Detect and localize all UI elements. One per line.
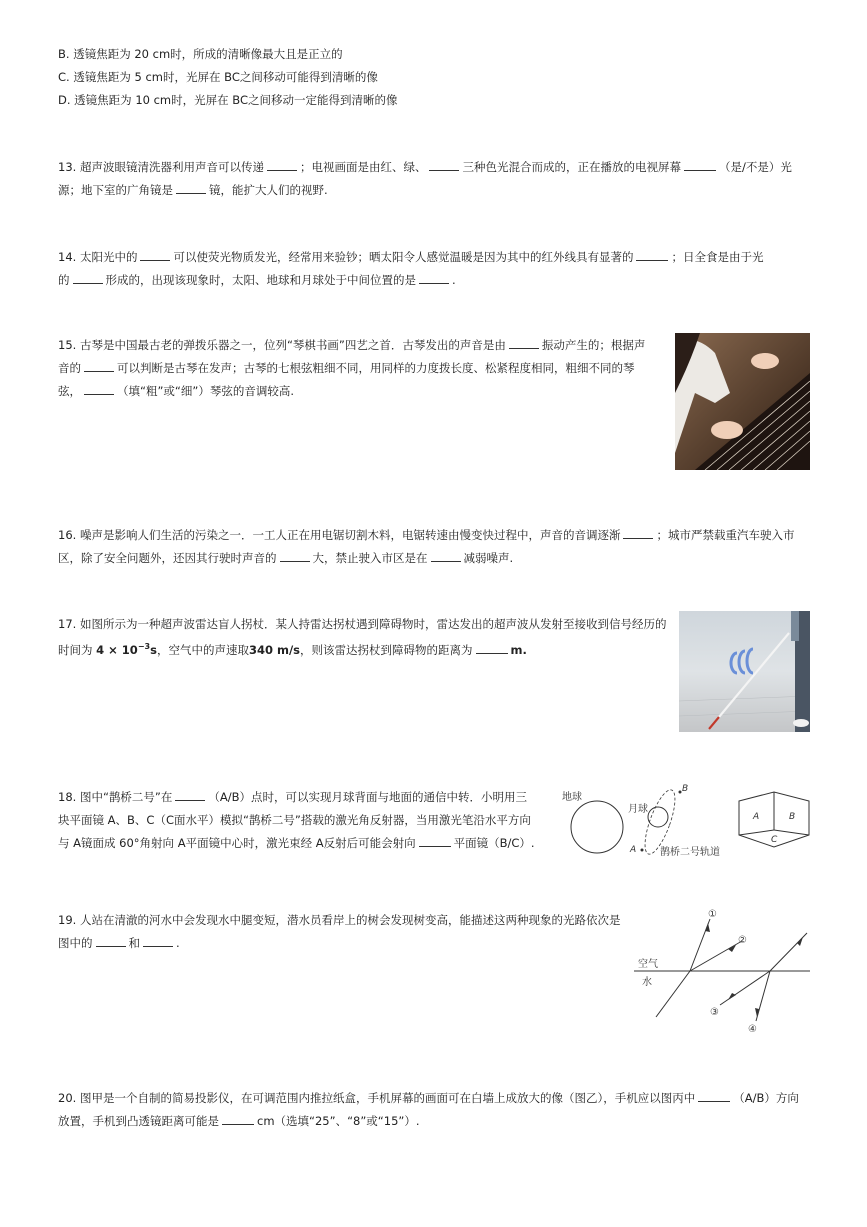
answer-blank[interactable] bbox=[176, 183, 206, 194]
answer-blank[interactable] bbox=[429, 160, 459, 171]
q18-line2: 块平面镜 A、B、C（C面水平）模拟“鹊桥二号”搭载的激光角反射器，当用激光笔沿水平方向 bbox=[58, 813, 531, 827]
answer-blank[interactable] bbox=[175, 790, 205, 801]
answer-blank[interactable] bbox=[73, 273, 103, 284]
answer-blank[interactable] bbox=[636, 250, 668, 261]
ray-1-label: ① bbox=[708, 909, 717, 920]
option-b: B. 透镜焦距为 20 cm时，所成的清晰像最大且是正立的 bbox=[58, 47, 343, 61]
answer-blank[interactable] bbox=[140, 250, 170, 261]
answer-blank[interactable] bbox=[419, 273, 449, 284]
point-b-label: B bbox=[682, 784, 689, 794]
ray-2-label: ② bbox=[738, 935, 747, 946]
q20-line2: 放置，手机到凸透镜距离可能是 cm（选填“25”、“8”或“15”）. bbox=[58, 1114, 420, 1128]
answer-blank[interactable] bbox=[509, 338, 539, 349]
answer-blank[interactable] bbox=[84, 361, 114, 372]
air-label: 空气 bbox=[638, 959, 658, 970]
mirror-a-label: A bbox=[753, 812, 760, 822]
answer-blank[interactable] bbox=[419, 836, 451, 847]
earth-label: 地球 bbox=[562, 792, 582, 803]
answer-blank[interactable] bbox=[431, 551, 461, 562]
answer-blank[interactable] bbox=[280, 551, 310, 562]
orbit-label: 鹊桥二号轨道 bbox=[660, 847, 720, 858]
earth-moon-diagram bbox=[560, 782, 730, 862]
answer-blank[interactable] bbox=[684, 160, 716, 171]
guqin-photo bbox=[675, 333, 810, 470]
radar-cane-photo bbox=[679, 611, 810, 732]
q14-line1: 14. 太阳光中的 可以使荧光物质发光，经常用来验钞；晒太阳令人感觉温暖是因为其中的红外线具有显著的 ；日全食是由于光 bbox=[58, 250, 764, 264]
q13-line2: 源；地下室的广角镜是 镜，能扩大人们的视野. bbox=[58, 183, 328, 197]
q15-line1: 15. 古琴是中国最古老的弹拨乐器之一，位列“琴棋书画”四艺之首．古琴发出的声音是由 振动产生的；根据声 bbox=[58, 338, 646, 352]
refraction-diagram bbox=[632, 905, 812, 1035]
answer-blank[interactable] bbox=[222, 1114, 254, 1125]
q16-line1: 16. 噪声是影响人们生活的污染之一．一工人正在用电锯切割木料，电锯转速由慢变快过程中，声音的音调逐渐 ；城市严禁载重汽车驶入市 bbox=[58, 528, 795, 542]
q17-line2: 时间为 $4 \times 10^{-3}s$，空气中的声速取340 m/s，则该雷达拐杖到障碍物的距离为 m. bbox=[58, 642, 527, 657]
answer-blank[interactable] bbox=[698, 1091, 730, 1102]
q20-line1: 20. 图甲是一个自制的简易投影仪，在可调范围内推拉纸盒，手机屏幕的画面可在白墙上成放大的像（图乙），手机应以图丙中 （A/B）方向 bbox=[58, 1091, 799, 1105]
q16-line2: 区，除了安全问题外，还因其行驶时声音的 大，禁止驶入市区是在 减弱噪声. bbox=[58, 551, 514, 565]
answer-blank[interactable] bbox=[267, 160, 297, 171]
q14-line2: 的 形成的，出现该现象时，太阳、地球和月球处于中间位置的是 . bbox=[58, 273, 456, 287]
q19-line2: 图中的 和 . bbox=[58, 936, 180, 950]
q15-line3: 弦， （填“粗”或“细”）琴弦的音调较高. bbox=[58, 384, 294, 398]
answer-blank[interactable] bbox=[623, 528, 653, 539]
time-value: $4 \times 10^{-3}s$ bbox=[96, 642, 157, 657]
option-d: D. 透镜焦距为 10 cm时，光屏在 BC之间移动一定能得到清晰的像 bbox=[58, 93, 398, 107]
answer-blank[interactable] bbox=[143, 936, 173, 947]
q19-line1: 19. 人站在清澈的河水中会发现水中腿变短，潜水员看岸上的树会发现树变高，能描述这两种现象的光路依次是 bbox=[58, 913, 621, 927]
q18-line3: 与 A镜面成 60°角射向 A平面镜中心时，激光束经 A反射后可能会射向 平面镜（B/C）. bbox=[58, 836, 535, 850]
answer-blank[interactable] bbox=[476, 643, 508, 654]
q18-line1: 18. 图中“鹊桥二号”在 （A/B）点时，可以实现月球背面与地面的通信中转．小明用三 bbox=[58, 790, 527, 804]
water-label: 水 bbox=[642, 977, 652, 988]
q17-line1: 17. 如图所示为一种超声波雷达盲人拐杖．某人持雷达拐杖遇到障碍物时，雷达发出的超声波从发射至接收到信号经历的 bbox=[58, 617, 667, 631]
point-a-label: A bbox=[630, 845, 637, 855]
moon-label: 月球 bbox=[628, 804, 648, 815]
mirror-b-label: B bbox=[789, 812, 796, 822]
q15-line2: 音的 可以判断是古琴在发声；古琴的七根弦粗细不同，用同样的力度拨长度、松紧程度相同，粗细不同的琴 bbox=[58, 361, 635, 375]
speed-value: 340 m/s bbox=[248, 642, 300, 657]
option-c: C. 透镜焦距为 5 cm时，光屏在 BC之间移动可能得到清晰的像 bbox=[58, 70, 378, 84]
mirror-box-diagram bbox=[737, 791, 812, 849]
answer-blank[interactable] bbox=[96, 936, 126, 947]
ray-4-label: ④ bbox=[748, 1024, 757, 1035]
ray-3-label: ③ bbox=[710, 1007, 719, 1018]
q13-line1: 13. 超声波眼镜清洗器利用声音可以传递 ；电视画面是由红、绿、 三种色光混合而成的，正在播放的电视屏幕 （是/不是）光 bbox=[58, 160, 792, 174]
answer-blank[interactable] bbox=[84, 384, 114, 395]
mirror-c-label: C bbox=[771, 835, 778, 845]
